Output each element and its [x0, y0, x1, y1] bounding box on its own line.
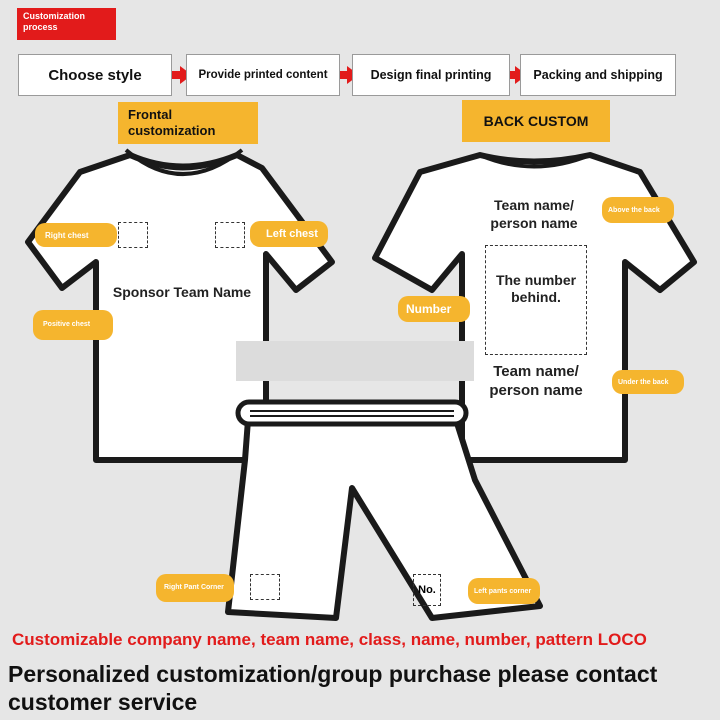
left-chest-tag: Left chest	[250, 221, 328, 247]
right-pant-area	[250, 574, 280, 600]
shorts-waistband	[238, 402, 466, 424]
contact-service-text: Personalized customization/group purchase please contact customer service	[8, 661, 658, 715]
number-tag: Number	[398, 296, 470, 322]
step-packing-shipping: Packing and shipping	[520, 54, 676, 96]
step-choose-style: Choose style	[18, 54, 172, 96]
left-pant-number: No.	[413, 574, 441, 606]
sponsor-team-name: Sponsor Team Name	[112, 284, 252, 300]
left-chest-area	[215, 222, 245, 248]
step-design-printing: Design final printing	[352, 54, 510, 96]
positive-chest-tag: Positive chest	[33, 310, 113, 340]
customization-process-tag: Customization process	[17, 8, 116, 40]
back-team-name-top: Team name/ person name	[490, 197, 578, 231]
right-chest-tag: Right chest	[35, 223, 117, 247]
above-back-tag: Above the back	[602, 197, 674, 223]
right-pant-corner-tag: Right Pant Corner	[156, 574, 234, 602]
left-pants-corner-tag: Left pants corner	[468, 578, 540, 604]
under-back-tag: Under the back	[612, 370, 684, 394]
back-number-text: The number behind.	[495, 272, 577, 305]
front-header: Frontal customization	[118, 102, 258, 144]
gray-label-block	[236, 341, 474, 381]
back-header: BACK CUSTOM	[462, 100, 610, 142]
step-provide-content: Provide printed content	[186, 54, 340, 96]
right-chest-area	[118, 222, 148, 248]
back-team-name-bottom: Team name/ person name	[489, 363, 583, 399]
customizable-info-text: Customizable company name, team name, class, name, number, pattern LOCO	[12, 630, 647, 649]
